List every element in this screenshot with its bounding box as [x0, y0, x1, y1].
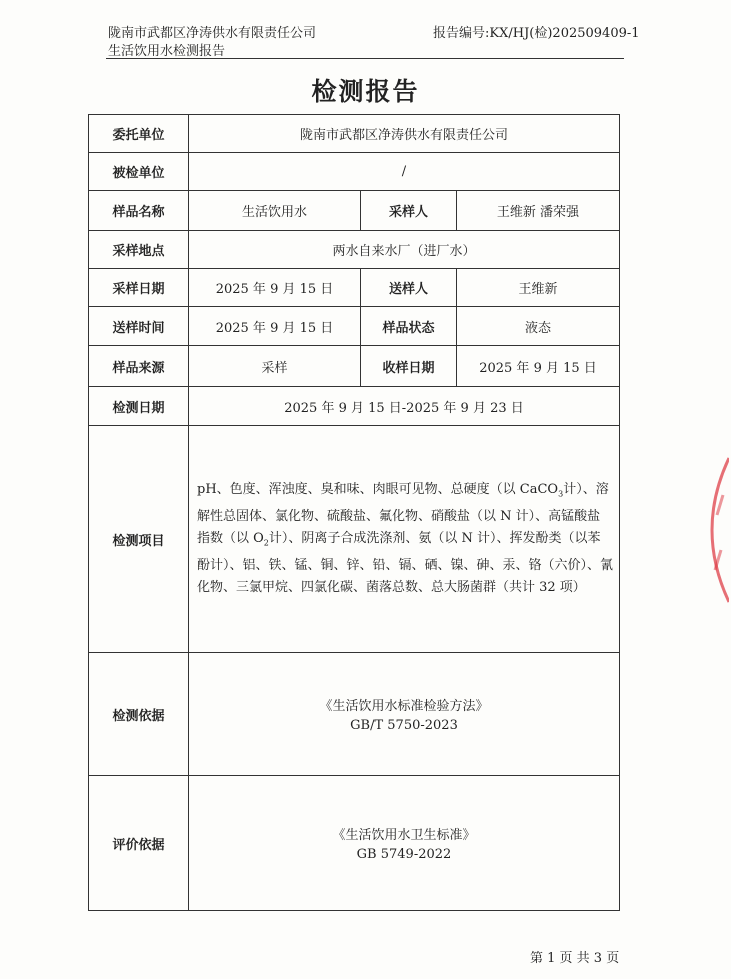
test-date-value: 2025 年 9 月 15 日-2025 年 9 月 23 日 — [189, 387, 620, 426]
sampler-label: 采样人 — [361, 191, 457, 231]
source-label: 样品来源 — [89, 346, 189, 387]
inspected-label: 被检单位 — [89, 153, 189, 191]
eval-name: 《生活饮用水卫生标准》 — [332, 828, 476, 843]
items-sub-2: 2 — [263, 538, 269, 548]
items-value — [189, 426, 620, 653]
sender-value: 王维新 — [457, 269, 620, 307]
sender-label: 送样人 — [361, 269, 457, 307]
sample-date-value: 2025 年 9 月 15 日 — [189, 269, 361, 307]
inspected-value: / — [189, 153, 620, 191]
receive-date-label: 收样日期 — [361, 346, 457, 387]
report-number: 报告编号:KX/HJ(检)202509409-1 — [433, 26, 640, 41]
red-seal-stamp — [703, 455, 729, 605]
method-name: 《生活饮用水标准检验方法》 — [319, 699, 489, 714]
site-value: 两水自来水厂（进厂水） — [189, 231, 620, 269]
page-title: 检测报告 — [311, 77, 420, 106]
send-time-value: 2025 年 9 月 15 日 — [189, 307, 361, 346]
site-label: 采样地点 — [89, 231, 189, 269]
header-divider — [106, 58, 624, 59]
eval-value — [189, 776, 620, 911]
test-date-label: 检测日期 — [89, 387, 189, 426]
items-text-a: pH、色度、浑浊度、臭和味、肉眼可见物、总硬度（以 CaCO — [197, 482, 559, 498]
sample-date-label: 采样日期 — [89, 269, 189, 307]
sample-name-label: 样品名称 — [89, 191, 189, 231]
client-value: 陇南市武都区净涛供水有限责任公司 — [189, 115, 620, 153]
items-text-b: 计）、溶解性总固体、氯化物、硫酸盐、氟化物、硝酸盐（以 N 计）、高锰酸盐指数（以 O — [197, 482, 609, 546]
state-value: 液态 — [457, 307, 620, 346]
sampler-value: 王维新 潘荣强 — [457, 191, 620, 231]
client-label: 委托单位 — [89, 115, 189, 153]
method-code: GB/T 5750-2023 — [350, 718, 458, 733]
sample-name-value: 生活饮用水 — [189, 191, 361, 231]
method-label: 检测依据 — [89, 653, 189, 776]
state-label: 样品状态 — [361, 307, 457, 346]
send-time-label: 送样时间 — [89, 307, 189, 346]
eval-label: 评价依据 — [89, 776, 189, 911]
header-subtitle: 生活饮用水检测报告 — [108, 44, 226, 59]
source-value: 采样 — [189, 346, 361, 387]
page-footer: 第 1 页 共 3 页 — [530, 951, 620, 966]
eval-code: GB 5749-2022 — [356, 847, 452, 862]
items-sub-3: 3 — [558, 490, 564, 499]
report-table — [88, 114, 620, 911]
items-label: 检测项目 — [89, 426, 189, 653]
method-value — [189, 653, 620, 776]
items-text-c: 计）、阴离子合成洗涤剂、氨（以 N 计）、挥发酚类（以苯酚计）、铝、铁、锰、铜、锌、铅、镉、硒、镍、砷、汞、铬（六价）、氰化物、三氯甲烷、四氯化碳、菌落总数、总大肠菌群（共计 32 项） — [197, 531, 614, 595]
receive-date-value: 2025 年 9 月 15 日 — [457, 346, 620, 387]
header-company: 陇南市武都区净涛供水有限责任公司 — [108, 26, 317, 41]
